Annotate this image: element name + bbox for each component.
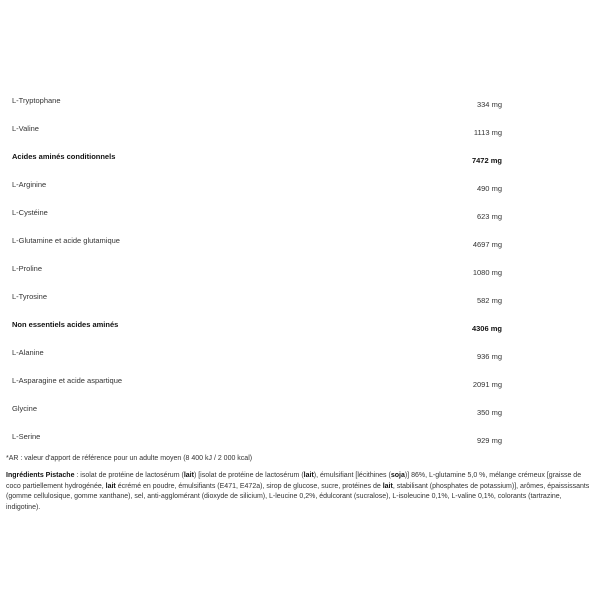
ingredient-highlight: lait (105, 482, 116, 490)
nutrient-amount: 4306 mg (471, 324, 502, 333)
nutrient-amount: 1080 mg (472, 268, 502, 277)
table-row (12, 256, 502, 284)
nutrient-name: Non essentiels acides aminés (12, 320, 119, 329)
ingredient-highlight: lait (382, 482, 393, 490)
table-row (12, 424, 502, 452)
ingredients-paragraph (6, 471, 592, 513)
ingredient-text: , stabilisant (phosphates de potassium)], arômes, épaississants (gomme cellulosique, gomme xanthane), sel, anti-agglomérant (dioxyde de silicium), L-leucine 0,2%, édulcorant (sucralose), L-isoleucine 0,1%, L-valine 0,1%, colorants (tartrazine, indigotine). (6, 482, 590, 511)
nutrient-name: L-Serine (12, 432, 41, 441)
table-section-row (12, 144, 502, 172)
nutrient-amount: 4697 mg (472, 240, 502, 249)
nutrient-name: L-Cystéine (12, 208, 48, 217)
nutrient-amount: 490 mg (476, 184, 502, 193)
table-row (12, 396, 502, 424)
reference-intake-footnote: *AR : valeur d'apport de référence pour un adulte moyen (8 400 kJ / 2 000 kcal) (6, 455, 253, 462)
ingredient-highlight: lait (303, 472, 314, 479)
nutrient-amount: 1113 mg (473, 128, 502, 137)
ingredient-text: : isolat de protéine de lactosérum ( (74, 472, 184, 479)
ingredient-highlight: Ingrédients Pistache (6, 472, 75, 479)
nutrient-name: L-Alanine (12, 348, 44, 357)
nutrient-amount: 350 mg (476, 408, 502, 417)
table-row (12, 200, 502, 228)
nutrient-amount: 334 mg (476, 100, 502, 109)
nutrient-amount: 623 mg (476, 212, 502, 221)
table-section-row (12, 312, 502, 340)
nutrient-name: Glycine (12, 404, 38, 413)
table-row (12, 116, 502, 144)
table-row (12, 368, 502, 396)
nutrient-name: L-Glutamine et acide glutamique (12, 236, 120, 245)
nutrient-name: L-Tyrosine (12, 292, 48, 301)
ingredient-highlight: lait (183, 472, 194, 479)
nutrient-amount: 2091 mg (472, 380, 502, 389)
nutrient-name: L-Asparagine et acide aspartique (12, 376, 123, 385)
nutrient-amount: 7472 mg (471, 156, 502, 165)
nutrient-name: L-Valine (12, 124, 39, 133)
nutrient-amount: 936 mg (476, 352, 502, 361)
ingredient-highlight: soja (390, 472, 405, 479)
nutrient-name: Acides aminés conditionnels (12, 152, 116, 161)
nutrient-name: L-Tryptophane (12, 96, 61, 105)
nutrient-name: L-Arginine (12, 180, 47, 189)
ingredient-text: ) [isolat de protéine de lactosérum ( (193, 472, 304, 479)
table-row (12, 172, 502, 200)
ingredient-text: )] 86%, L-glutamine 5,0 %, mélange crémeux [graisse de coco partiellement hydrogénée, (6, 472, 582, 490)
table-row (12, 340, 502, 368)
table-row (12, 88, 502, 116)
nutrient-name: L-Proline (12, 264, 43, 273)
table-row (12, 228, 502, 256)
ingredient-text: écrémé en poudre, émulsifiants (E471, E472a), sirop de glucose, sucre, protéines de (115, 482, 383, 490)
nutrient-amount: 929 mg (476, 436, 502, 445)
ingredient-text: ), émulsifiant [lécithines ( (313, 472, 391, 479)
table-row (12, 284, 502, 312)
nutrient-amount: 582 mg (476, 296, 502, 305)
amino-acid-table (12, 88, 502, 452)
